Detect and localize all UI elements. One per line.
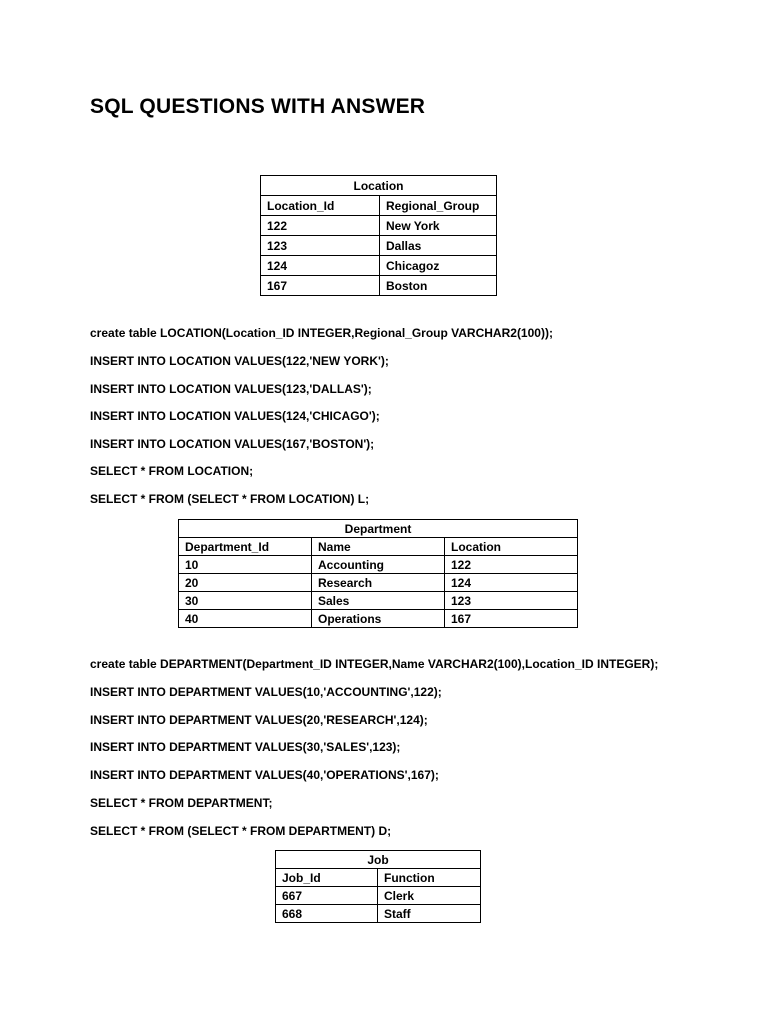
table-cell: 30 (179, 592, 312, 610)
column-header: Job_Id (276, 869, 378, 887)
page-title: SQL QUESTIONS WITH ANSWER (90, 95, 426, 118)
table-header-row (261, 196, 497, 216)
table-cell: 124 (261, 256, 380, 276)
table-row (179, 592, 578, 610)
table-row (276, 887, 481, 905)
department-table (178, 519, 578, 628)
table-caption-row (276, 851, 481, 869)
table-cell: Dallas (380, 236, 497, 256)
sql-statement: SELECT * FROM DEPARTMENT; (90, 796, 273, 810)
sql-statement: create table DEPARTMENT(Department_ID INTEGER,Name VARCHAR2(100),Location_ID INTEGER); (90, 657, 659, 671)
table-row (179, 556, 578, 574)
table-cell: 124 (445, 574, 578, 592)
table-cell: 122 (445, 556, 578, 574)
table-cell: 123 (261, 236, 380, 256)
table-cell: Clerk (378, 887, 481, 905)
column-header: Regional_Group (380, 196, 497, 216)
table-cell: 668 (276, 905, 378, 923)
sql-statement: create table LOCATION(Location_ID INTEGER,Regional_Group VARCHAR2(100)); (90, 326, 553, 340)
table-cell: 20 (179, 574, 312, 592)
column-header: Department_Id (179, 538, 312, 556)
table-cell: 10 (179, 556, 312, 574)
table-cell: Operations (312, 610, 445, 628)
sql-statement: INSERT INTO LOCATION VALUES(124,'CHICAGO'); (90, 409, 380, 423)
table-row (261, 236, 497, 256)
table-cell: 167 (445, 610, 578, 628)
sql-statement: INSERT INTO DEPARTMENT VALUES(30,'SALES',123); (90, 740, 401, 754)
table-cell: New York (380, 216, 497, 236)
table-caption-row (179, 520, 578, 538)
table-row (261, 276, 497, 296)
column-header: Name (312, 538, 445, 556)
table-caption: Department (179, 520, 578, 538)
sql-statement: SELECT * FROM (SELECT * FROM LOCATION) L; (90, 492, 370, 506)
sql-statement: INSERT INTO LOCATION VALUES(167,'BOSTON'); (90, 437, 375, 451)
column-header: Function (378, 869, 481, 887)
sql-statement: INSERT INTO LOCATION VALUES(123,'DALLAS'); (90, 382, 372, 396)
table-row (179, 610, 578, 628)
sql-statement: INSERT INTO LOCATION VALUES(122,'NEW YORK'); (90, 354, 389, 368)
table-cell: Boston (380, 276, 497, 296)
table-cell: Chicagoz (380, 256, 497, 276)
table-row (276, 905, 481, 923)
table-header-row (276, 869, 481, 887)
column-header: Location (445, 538, 578, 556)
sql-statement: SELECT * FROM (SELECT * FROM DEPARTMENT) D; (90, 824, 392, 838)
column-header: Location_Id (261, 196, 380, 216)
table-cell: 667 (276, 887, 378, 905)
table-caption: Location (261, 176, 497, 196)
table-cell: 40 (179, 610, 312, 628)
table-cell: 167 (261, 276, 380, 296)
table-cell: 123 (445, 592, 578, 610)
table-cell: 122 (261, 216, 380, 236)
table-caption: Job (276, 851, 481, 869)
sql-statement: INSERT INTO DEPARTMENT VALUES(10,'ACCOUNTING',122); (90, 685, 442, 699)
sql-statement: SELECT * FROM LOCATION; (90, 464, 254, 478)
table-cell: Research (312, 574, 445, 592)
table-cell: Sales (312, 592, 445, 610)
table-row (261, 216, 497, 236)
job-table (275, 850, 481, 923)
table-cell: Accounting (312, 556, 445, 574)
table-caption-row (261, 176, 497, 196)
location-table (260, 175, 497, 296)
sql-statement: INSERT INTO DEPARTMENT VALUES(20,'RESEARCH',124); (90, 713, 428, 727)
table-row (179, 574, 578, 592)
table-row (261, 256, 497, 276)
table-cell: Staff (378, 905, 481, 923)
sql-statement: INSERT INTO DEPARTMENT VALUES(40,'OPERATIONS',167); (90, 768, 439, 782)
table-header-row (179, 538, 578, 556)
